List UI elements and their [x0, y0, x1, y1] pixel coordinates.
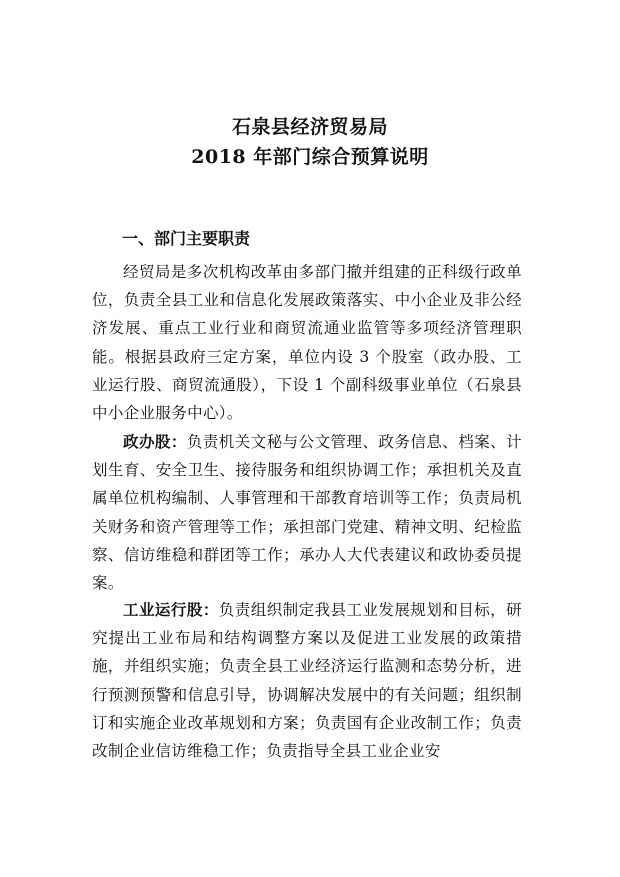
paragraph-text: 负责机关文秘与公文管理、政务信息、档案、计划生育、安全卫生、接待服务和组织协调工作；承担机关及直属单位机构编制、人事管理和干部教育培训等工作；负责局机关财务和资产管理等工作；承担部门党建、精神文明、纪检监察、信访维稳和群团等工作；承办人大代表建议和政协委员提案。 — [92, 433, 522, 593]
document-subtitle: 2018 年部门综合预算说明 — [191, 146, 429, 168]
paragraph-office-section — [92, 428, 522, 597]
paragraph-overview — [92, 258, 522, 427]
paragraph-text: 负责组织制定我县工业发展规划和目标，研究提出工业布局和结构调整方案以及促进工业发展的政策措施，并组织实施；负责全县工业经济运行监测和态势分析，进行预测预警和信息引导，协调解决发展中的有关问题；组织制订和实施企业改革规划和方案；负责国有企业改制工作；负责改制企业信访维稳工作；负责指导全县工业企业安 — [92, 601, 522, 761]
section-heading: 一、部门主要职责 — [122, 229, 251, 248]
paragraph-industry-section — [92, 596, 522, 765]
paragraph-lead: 工业运行股： — [123, 600, 219, 619]
paragraph-text: 经贸局是多次机构改革由多部门撤并组建的正科级行政单位，负责全县工业和信息化发展政策落实、中小企业及非公经济发展、重点工业行业和商贸流通业监管等多项经济管理职能。根据县政府三定方案，单位内设 3 个股室（政办股、工业运行股、商贸流通股），下设 1 个副科级事业单位（石泉县中小企业服务中心）。 — [92, 263, 522, 423]
paragraph-lead: 政办股： — [123, 432, 187, 451]
document-title: 石泉县经济贸易局 — [231, 116, 388, 138]
